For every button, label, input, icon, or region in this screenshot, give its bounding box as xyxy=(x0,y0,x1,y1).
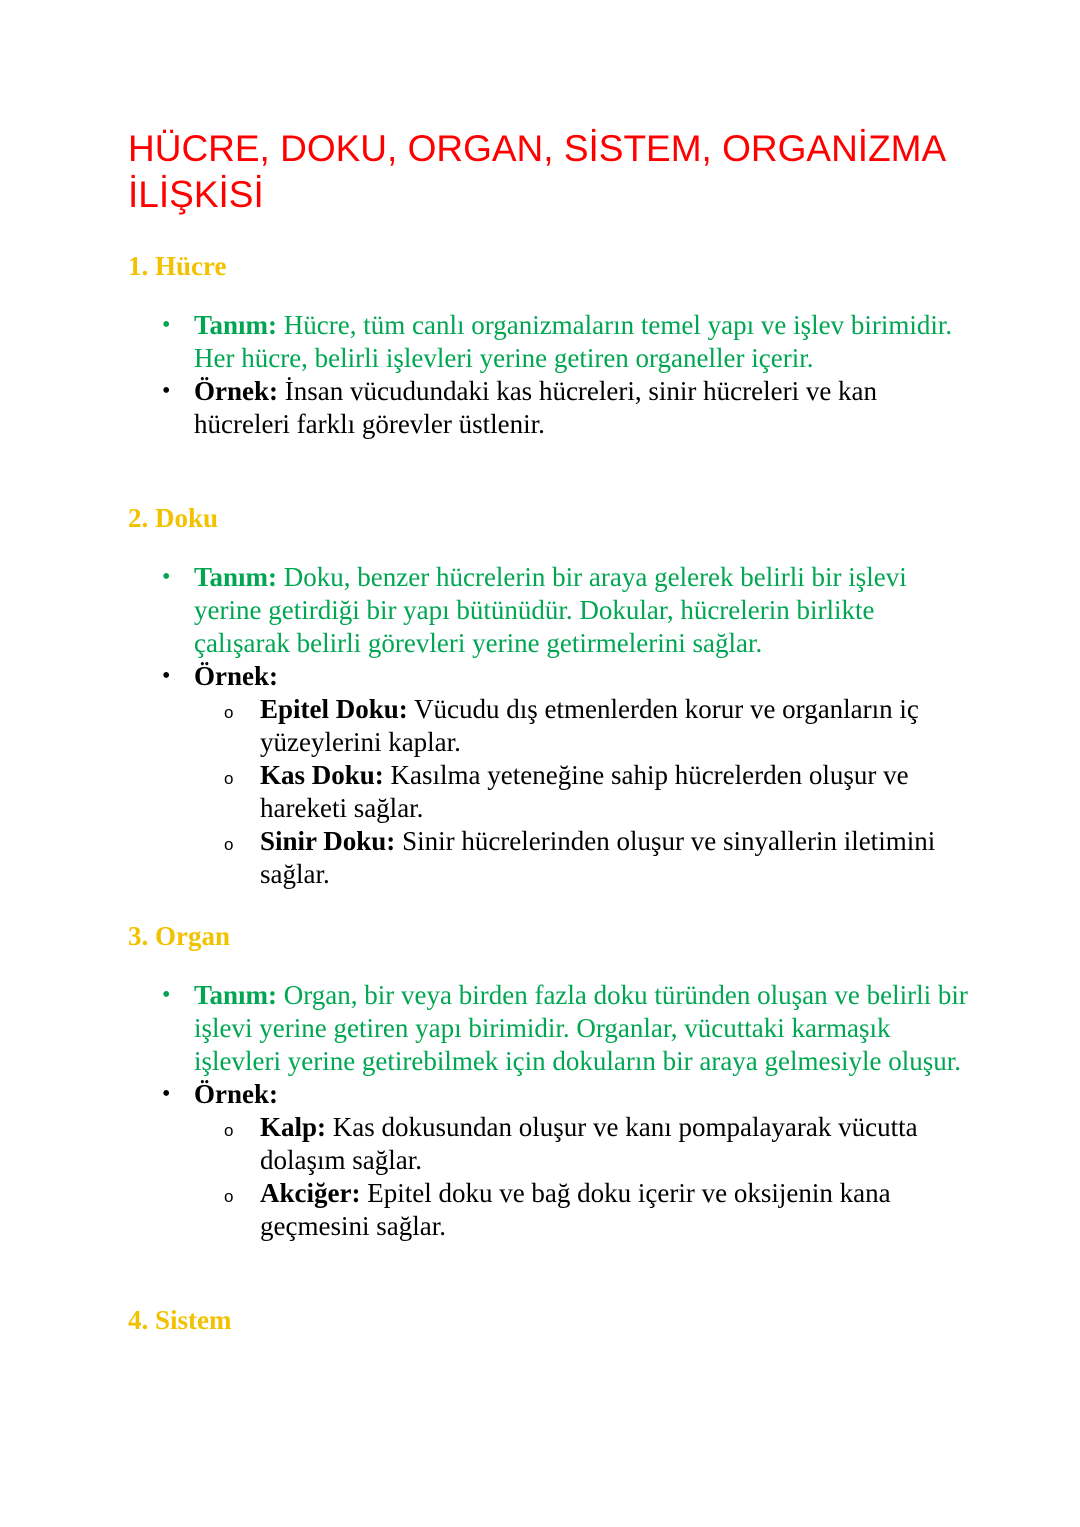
definition-item xyxy=(128,979,968,1078)
sub-example-item xyxy=(194,1177,968,1243)
example-text: İnsan vücudundaki kas hücreleri, sinir hücreleri ve kan hücreleri farklı görevler üstlenir. xyxy=(194,376,878,439)
sub-example-item xyxy=(194,825,968,891)
example-label: Örnek: xyxy=(194,661,278,691)
sub-example-label: Akciğer: xyxy=(260,1178,361,1208)
section-heading: 1. Hücre xyxy=(128,251,227,281)
section-heading: 3. Organ xyxy=(128,921,231,951)
example-sublist xyxy=(194,693,968,891)
definition-text: Doku, benzer hücrelerin bir araya gelerek belirli bir işlevi yerine getirdiği bir yapı bütünüdür. Dokular, hücrelerin birlikte çalışarak belirli görevleri yerine getirmelerini sağlar. xyxy=(194,562,907,658)
sub-example-item xyxy=(194,1111,968,1177)
sub-example-item xyxy=(194,759,968,825)
sub-example-item xyxy=(194,693,968,759)
example-sublist xyxy=(194,1111,968,1243)
section-heading: 2. Doku xyxy=(128,503,219,533)
example-label: Örnek: xyxy=(194,1079,278,1109)
example-label: Örnek: xyxy=(194,376,278,406)
definition-label: Tanım: xyxy=(194,310,278,340)
section-hucre xyxy=(128,250,968,441)
page-title: HÜCRE, DOKU, ORGAN, SİSTEM, ORGANİZMA İLİŞKİSİ xyxy=(128,128,945,215)
sub-example-label: Epitel Doku: xyxy=(260,694,408,724)
sub-example-text: Epitel doku ve bağ doku içerir ve oksijenin kana geçmesini sağlar. xyxy=(260,1178,891,1241)
section-doku xyxy=(128,502,968,891)
example-item xyxy=(128,660,968,891)
sub-example-text: Kasılma yeteneğine sahip hücrelerden oluşur ve hareketi sağlar. xyxy=(260,760,909,823)
definition-item xyxy=(128,309,968,375)
sub-example-label: Sinir Doku: xyxy=(260,826,396,856)
section-heading: 4. Sistem xyxy=(128,1305,232,1335)
sub-example-text: Sinir hücrelerinden oluşur ve sinyallerin iletimini sağlar. xyxy=(260,826,936,889)
section-list xyxy=(128,309,968,441)
section-list xyxy=(128,561,968,891)
definition-text: Organ, bir veya birden fazla doku türünden oluşan ve belirli bir işlevi yerine getiren yapı birimidir. Organlar, vücuttaki karmaşık işlevleri yerine getirebilmek için dokuların bir araya gelmesiyle oluşur. xyxy=(194,980,968,1076)
definition-label: Tanım: xyxy=(194,980,278,1010)
section-sistem xyxy=(128,1304,968,1337)
sub-example-text: Kas dokusundan oluşur ve kanı pompalayarak vücutta dolaşım sağlar. xyxy=(260,1112,918,1175)
sub-example-label: Kas Doku: xyxy=(260,760,384,790)
definition-item xyxy=(128,561,968,660)
definition-text: Hücre, tüm canlı organizmaların temel yapı ve işlev birimidir. Her hücre, belirli işlevleri yerine getiren organeller içerir. xyxy=(194,310,953,373)
example-item xyxy=(128,1078,968,1243)
sub-example-label: Kalp: xyxy=(260,1112,327,1142)
section-list xyxy=(128,979,968,1243)
example-item xyxy=(128,375,968,441)
definition-label: Tanım: xyxy=(194,562,278,592)
sub-example-text: Vücudu dış etmenlerden korur ve organların iç yüzeylerini kaplar. xyxy=(260,694,919,757)
section-organ xyxy=(128,920,968,1243)
